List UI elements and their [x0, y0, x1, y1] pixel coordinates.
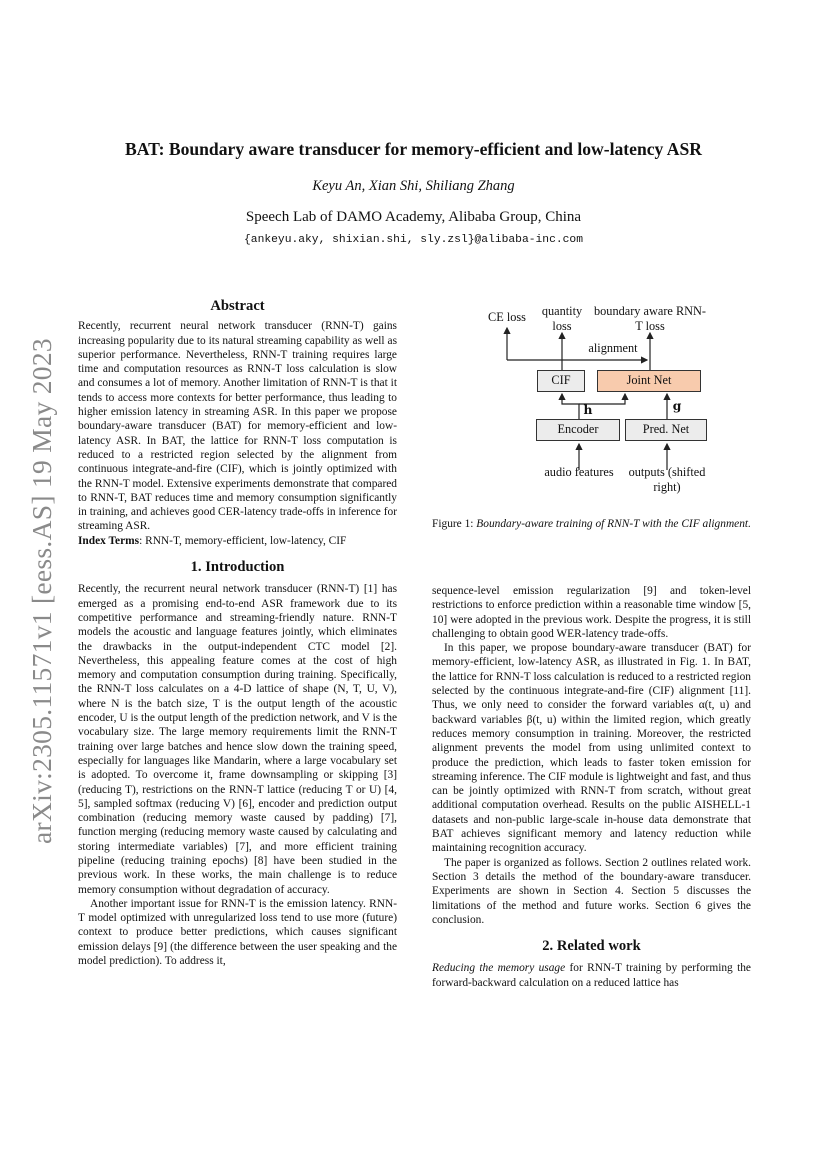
figure-1 [463, 300, 763, 510]
quantity-loss-label: quantity loss [541, 304, 583, 333]
right-column [432, 584, 751, 990]
authors: Keyu An, Xian Shi, Shiliang Zhang [312, 178, 515, 194]
related-work-heading: 2. Related work [542, 938, 641, 955]
encoder-box: Encoder [536, 419, 620, 441]
ce-loss-label: CE loss [488, 310, 526, 324]
index-terms-label: Index Terms [78, 534, 140, 547]
joint-net-box: Joint Net [597, 370, 701, 392]
caption-label: Figure 1: [432, 518, 477, 530]
caption-text: Boundary-aware training of RNN-T with the CIF alignment. [476, 518, 751, 530]
g-label: g [672, 398, 682, 413]
intro-paragraph-1: Recently, the recurrent neural network transducer (RNN-T) [1] has emerged as a promising end-to-end ASR framework due to its competitive performance and streaming-friendly nature. RNN-T models the acoustic and language features jointly, which eliminates the drawbacks in the output-independent CTC model [2]. Nevertheless, this appealing feature comes at the cost of high memory and computation consumption during training. Specifically, the RNN-T loss calculates on a 4-D lattice of shape (N, T, U, V), where N is the batch size, T is the output length of the acoustic encoder, U is the output length of the prediction network, and V is the vocabulary size. The large memory requirements limit the RNN-T training over large batches and hence slow down the training speed, especially for languages like Mandarin, where a large vocabulary set is adopted. To overcome it, frame downsampling or skipping [3] (reducing T), restrictions on the RNN-T lattice (reducing T or U) [4, 5], sampled softmax (reducing V) [6], encoder and prediction output combination (reducing memory waste caused by padding) [7], function merging (reducing memory waste caused by calculating and storing intermediate variables) [7], and more efficient training pipeline (reducing training epochs) [8] have been studied in the previous work. In these works, the main challenge is to reduce memory consumption without degradation of accuracy. [78, 583, 397, 896]
audio-features-label: audio features [544, 465, 614, 479]
arxiv-identifier: arXiv:2305.11571v1 [eess.AS] 19 May 2023 [26, 338, 57, 844]
alignment-label: alignment [588, 341, 638, 355]
left-column [78, 299, 397, 968]
paper-title: BAT: Boundary aware transducer for memory-efficient and low-latency ASR [125, 139, 702, 159]
h-label: h [583, 402, 593, 417]
affiliation: Speech Lab of DAMO Academy, Alibaba Group, China [245, 209, 582, 225]
intro-heading: 1. Introduction [190, 559, 285, 576]
index-terms-text: : RNN-T, memory-efficient, low-latency, CIF [139, 534, 347, 547]
boundary-aware-loss-label: boundary aware RNN-T loss [594, 304, 706, 333]
index-terms [78, 534, 397, 548]
pred-net-box: Pred. Net [625, 419, 707, 441]
intro-paragraph-2: Another important issue for RNN-T is the emission latency. RNN-T model optimized with unregularized loss tend to use more (future) context to produce better predictions, which causes significant emission delays [9] (the difference between the user speaking and the model prediction). To address it, [78, 897, 397, 968]
figure-caption [432, 517, 751, 531]
intro-paragraph-5: The paper is organized as follows. Section 2 outlines related work. Section 3 details the method of the boundary-aware transducer. Experiments are shown in Section 4. Section 5 discusses the limitations of the method and future works. Section 6 gives the conclusion. [432, 856, 751, 926]
cif-box: CIF [537, 370, 585, 392]
email: {ankeyu.aky, shixian.shi, sly.zsl}@alibaba-inc.com [244, 234, 583, 246]
intro-paragraph-3: sequence-level emission regularization [9] and token-level restrictions to enforce prediction within a reasonable time window [5, 10] were adopted in the previous work. Despite the progress, it is still challenging to obtain good WER-latency trade-offs. [432, 585, 751, 640]
related-work-lead: Reducing the memory usage [432, 962, 566, 975]
related-work-text [432, 961, 751, 990]
outputs-label: outputs (shifted right) [628, 465, 706, 494]
related-work-body: for RNN-T training by performing the forward-backward calculation on a reduced lattice has [432, 962, 751, 989]
intro-paragraph-4: In this paper, we propose boundary-aware transducer (BAT) for memory-efficient, low-latency ASR, as illustrated in Fig. 1. In BAT, the lattice for RNN-T loss calculation is reduced to a restricted region selected by the continuous integrate-and-fire (CIF) alignment [11]. Thus, we only need to consider the forward variables α(t, u) and backward variables β(t, u) within the limited region, which greatly reduces memory consumption in training. Moreover, the restricted alignment prevents the model from using unlimited context to produce the prediction, which leads to faster token emission for streaming inference. The CIF module is lightweight and fast, and thus can be jointly optimized with RNN-T from scratch, without great additional computation overhead. Results on the public AISHELL-1 datasets and non-public large-scale in-house data demonstrate that BAT achieves significant memory and latency reduction while maintaining recognition accuracy. [432, 642, 751, 855]
abstract-heading: Abstract [210, 298, 265, 314]
abstract-text: Recently, recurrent neural network transducer (RNN-T) gains increasing popularity due to its natural streaming capability as well as superior performance. Nevertheless, RNN-T training requires large time and computation resources as RNN-T loss calculation is slow and consumes a lot of memory. Another limitation of RNN-T is that it tends to access more contexts for better performance, thus leading to higher emission latency in streaming ASR. In this paper we propose boundary-aware transducer (BAT) for memory-efficient and low-latency ASR. In BAT, the lattice for RNN-T loss computation is reduced to a restricted region selected by the alignment from continuous integrate-and-fire (CIF), which is jointly optimized with the RNN-T model. Extensive experiments demonstrate that compared to RNN-T, BAT reduces time and memory consumption significantly in training, and achieves good CER-latency trade-offs in inference for streaming ASR. [78, 320, 397, 533]
